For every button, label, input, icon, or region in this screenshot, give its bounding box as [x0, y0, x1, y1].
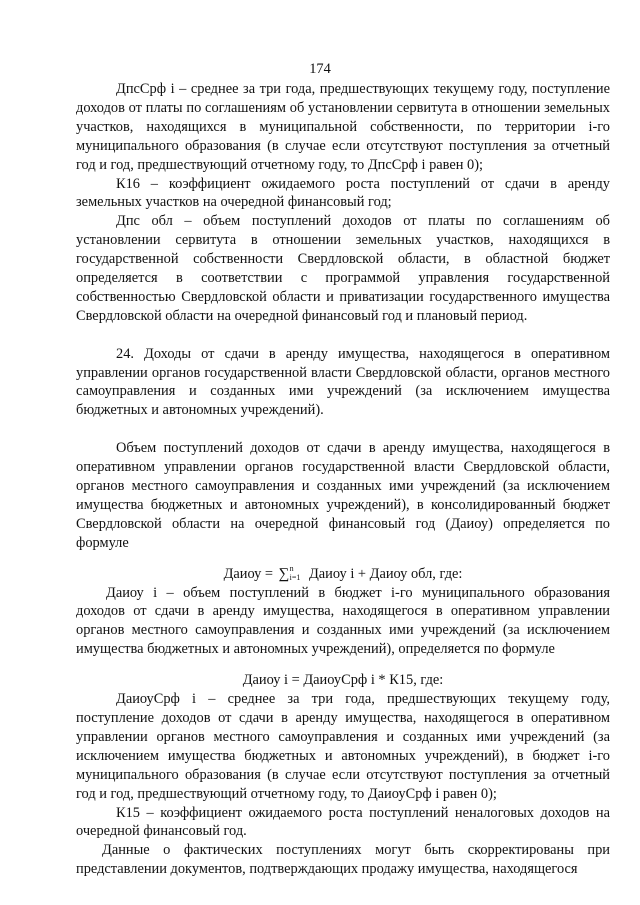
section-24-heading: 24. Доходы от сдачи в аренду имущества, находящегося в оперативном управлении органов государственной власти Свердловской области, органов местного самоуправления и созданных ими учреждений (за исключением имущества бюджетных и автономных учреждений). [76, 345, 610, 419]
document-body [76, 80, 610, 879]
spacer [76, 659, 610, 671]
spacer [76, 326, 610, 345]
formula-lhs: Даиоу = [223, 565, 274, 582]
spacer [76, 553, 610, 565]
formula-daiou-i: Даиоу i = ДаиоуСрф i * К15, где: [242, 672, 444, 689]
paragraph-dpssrf-definition: ДпсСрф i – среднее за три года, предшествующих текущему году, поступление доходов от платы по соглашениям об установлении сервитута в отношении земельных участков, находящихся в муниципальной собственности, по территории i-го муниципального образования (в случае если отсутствуют поступления за отчетный год и год, предшествующий отчетному году, то ДпсСрф i равен 0); [76, 81, 610, 173]
sigma-symbol: ∑ [278, 565, 290, 582]
summation-symbol [278, 563, 301, 584]
spacer [76, 420, 610, 439]
page-number: 174 [309, 61, 331, 77]
formula-rhs: Даиоу i + Даиоу обл, где: [308, 565, 463, 582]
paragraph-dps-obl-definition: Дпс обл – объем поступлений доходов от платы по соглашениям об установлении сервитута в отношении земельных участков, находящихся в государственной собственности Свердловской области, в областной бюджет определяется в соответствии с программой управления государственной собственностью Свердловской области и приватизации государственного имущества Свердловской области на очередной финансовый год и плановый период. [76, 213, 610, 324]
paragraph-daiou-i-definition: Даиоу i – объем поступлений в бюджет i-го муниципального образования доходов от сдачи в аренду имущества, находящегося в оперативном управлении органов местного самоуправления и созданных ими учреждений (за исключением имущества бюджетных и автономных учреждений), определяется по формуле [76, 584, 610, 658]
summation-upper-limit: n [289, 563, 294, 573]
paragraph-daiousrf-definition: ДаиоуСрф i – среднее за три года, предшествующих текущему году, поступление доходов от сдачи в аренду имущества, находящегося в оперативном управлении органов местного самоуправления и созданных ими учреждений (за исключением имущества бюджетных и автономных учреждений), в бюджет i-го муниципального образования (в случае если отсутствуют поступления за отчетный год и год, предшествующий отчетному году, то ДаиоуСрф i равен 0); [76, 691, 610, 802]
paragraph-actual-receipts-note: Данные о фактических поступлениях могут быть скорректированы при представлении документов, подтверждающих продажу имущества, находящегося [76, 842, 610, 878]
paragraph-k15-definition: К15 – коэффициент ожидаемого роста поступлений неналоговых доходов на очередной финансовый год. [76, 804, 610, 840]
paragraph-daiou-volume: Объем поступлений доходов от сдачи в аренду имущества, находящегося в оперативном управлении органов государственной власти Свердловской области, органов местного самоуправления и созданных ими учреждений (за исключением имущества бюджетных и автономных учреждений), в консолидированный бюджет Свердловской области на очередной финансовый год (Даиоу) определяется по формуле [76, 440, 610, 551]
paragraph-k16-definition: К16 – коэффициент ожидаемого роста поступлений от сдачи в аренду земельных участков на очередной финансовый год; [76, 175, 610, 211]
formula-daiou-sum [76, 565, 610, 584]
summation-lower-limit: i=1 [289, 572, 301, 582]
